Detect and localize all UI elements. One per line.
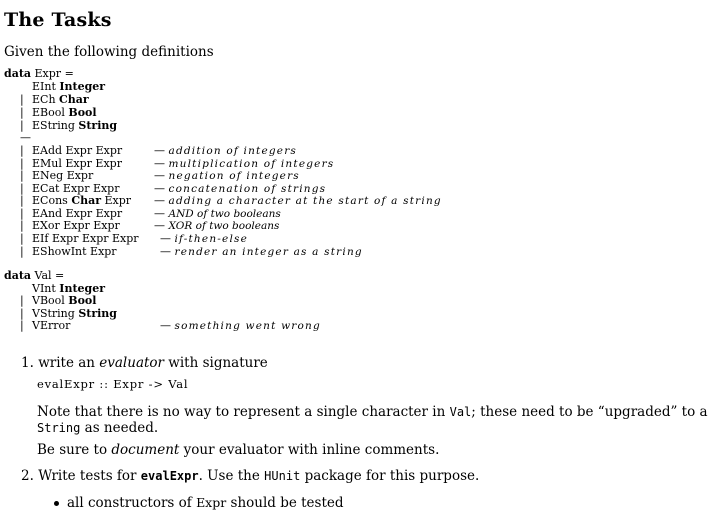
doc-line: Be sure to document your evaluator with inline comments. (37, 442, 440, 458)
expr-con-estring: | EString String (20, 119, 118, 132)
comment-and: — AND of two booleans (154, 207, 281, 220)
intro-text: Given the following definitions (4, 44, 214, 60)
expr-op-ecat: | ECat Expr Expr (20, 182, 120, 195)
comment-add: — addition of integers (154, 144, 298, 157)
expr-con-ech: | ECh Char (20, 93, 89, 106)
bullet-icon (54, 501, 59, 506)
expr-op-eand: | EAnd Expr Expr (20, 207, 123, 220)
list-item-1: 1. write an evaluator with signature (21, 355, 268, 371)
comment-showint: — render an integer as a string (160, 245, 363, 258)
expr-header (4, 67, 74, 80)
expr-con-eint: EInt Integer (32, 80, 106, 93)
expr-type-name: Expr (34, 67, 62, 80)
expr-con-ebool: | EBool Bool (20, 106, 97, 119)
expr-op-eadd: | EAdd Expr Expr (20, 144, 123, 157)
expr-op-exor: | EXor Expr Expr (20, 219, 120, 232)
val-con-vbool: | VBool Bool (20, 294, 97, 307)
equals-sign: = (64, 67, 74, 80)
expr-op-eif: | EIf Expr Expr Expr (20, 232, 139, 245)
note-line-1: Note that there is no way to represent a single character in Val; these need to be “upgraded” to a (37, 404, 708, 420)
comment-verror: — something went wrong (160, 319, 321, 332)
val-type-name: Val (34, 269, 52, 282)
val-con-vstring: | VString String (20, 307, 118, 320)
expr-separator: — (20, 131, 31, 144)
expr-op-eshowint: | EShowInt Expr (20, 245, 117, 258)
expr-op-econs: | ECons Char Expr (20, 194, 132, 207)
expr-op-emul: | EMul Expr Expr (20, 157, 122, 170)
page-title: The Tasks (4, 9, 112, 31)
comment-cons: — adding a character at the start of a string (154, 194, 442, 207)
comment-neg: — negation of integers (154, 169, 300, 182)
data-keyword: data (4, 67, 32, 80)
val-con-vint: VInt Integer (32, 282, 106, 295)
comment-if: — if-then-else (160, 232, 248, 245)
comment-cat: — concatenation of strings (154, 182, 327, 195)
eval-signature: evalExpr :: Expr -> Val (37, 377, 189, 391)
list-item-2: 2. Write tests for evalExpr. Use the HUnit package for this purpose. (21, 468, 480, 484)
comment-xor: — XOR of two booleans (154, 219, 280, 232)
val-con-verror: | VError (20, 319, 71, 332)
val-header: data Val = (4, 269, 65, 282)
note-line-2: String as needed. (37, 420, 159, 436)
expr-op-eneg: | ENeg Expr (20, 169, 94, 182)
comment-mul: — multiplication of integers (154, 157, 335, 170)
bullet-item: all constructors of Expr should be tested (54, 495, 344, 511)
